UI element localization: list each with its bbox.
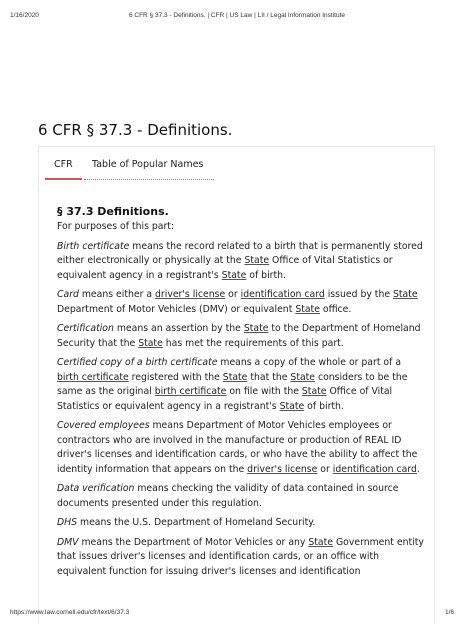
print-footer (10, 609, 464, 619)
term-link-identification-card[interactable]: identification card (240, 289, 325, 300)
term-link-state[interactable]: State (243, 323, 269, 334)
term-covered-employees: Covered employees (57, 420, 150, 431)
section-heading: § 37.3 Definitions. (57, 205, 169, 218)
term-link-state[interactable]: State (222, 371, 248, 383)
definition-text: considers to be the same as the original (57, 371, 408, 397)
term-link-birth-certificate[interactable]: birth certificate (57, 371, 129, 383)
definition-text: to the Department of Homeland Security that the (57, 323, 421, 349)
term-certified-copy: Certified copy of a birth certificate (57, 357, 218, 368)
active-tab-indicator (45, 178, 82, 180)
tab-cfr[interactable]: CFR (54, 159, 73, 170)
term-link-state[interactable]: State (393, 289, 418, 300)
term-link-state[interactable]: State (279, 400, 305, 412)
definition-birth-certificate (57, 240, 425, 284)
term-link-drivers-license[interactable]: driver's license (247, 463, 318, 475)
print-url: https://www.law.cornell.edu/cfr/text/6/37.3 (10, 609, 130, 616)
definition-text: office. (319, 303, 352, 315)
page-title: 6 CFR § 37.3 - Definitions. (38, 121, 233, 139)
definition-text: of birth. (246, 269, 286, 281)
term-birth-certificate: Birth certificate (57, 240, 130, 252)
tab-table-of-popular-names[interactable]: Table of Popular Names (92, 159, 204, 170)
definition-text: registered with the (128, 371, 223, 383)
definition-dhs (57, 516, 425, 531)
term-link-drivers-license[interactable]: driver's license (155, 289, 226, 300)
definition-text: issued by the (324, 289, 394, 300)
definition-text: means an assertion by the (113, 323, 244, 334)
term-link-state[interactable]: State (301, 386, 327, 397)
term-data-verification: Data verification (57, 483, 135, 494)
definition-text: on file with the (226, 386, 302, 397)
definition-text: means either a (78, 289, 156, 300)
tab-divider (84, 179, 214, 180)
definition-text: Government entity that issues driver's licenses and identification cards, or an office with equivalent function for issuing driver's licenses and identification (57, 536, 424, 577)
tab-bar (39, 147, 434, 180)
term-card: Card (57, 289, 79, 300)
term-dhs: DHS (57, 517, 78, 528)
term-link-state[interactable]: State (244, 255, 270, 266)
term-certification: Certification (57, 323, 114, 334)
definition-text: or (317, 463, 333, 475)
term-link-identification-card[interactable]: identification card (332, 463, 417, 475)
term-link-state[interactable]: State (290, 371, 316, 383)
section-intro: For purposes of this part: (57, 221, 175, 232)
definition-text: has met the requirements of this part. (162, 337, 344, 349)
definition-text: means the record related to a birth that is permanently stored either electronically or physically at the (57, 240, 423, 266)
definition-text: means a copy of the whole or part of a (217, 357, 402, 368)
content-panel (38, 146, 435, 624)
definition-certified-copy (57, 356, 425, 414)
term-link-birth-certificate[interactable]: birth certificate (154, 386, 227, 397)
definition-text: Department of Motor Vehicles (DMV) or equivalent (57, 303, 296, 315)
definition-text: means the Department of Motor Vehicles or any (78, 536, 309, 548)
print-page-number: 1/6 (444, 609, 454, 616)
print-date: 1/16/2020 (10, 12, 39, 19)
term-dmv: DMV (57, 536, 79, 548)
definition-text: Office of Vital Statistics or equivalent agency in a registrant's (57, 386, 393, 412)
definition-card (57, 288, 425, 317)
term-link-state[interactable]: State (295, 303, 320, 315)
definition-text: of birth. (304, 400, 344, 412)
definition-text: Office of Vital Statistics or equivalent agency in a registrant's (57, 255, 393, 281)
term-link-state[interactable]: State (221, 269, 247, 281)
definition-text: that the (247, 371, 291, 383)
definition-text: . (416, 463, 420, 475)
definition-text: means the U.S. Department of Homeland Security. (77, 517, 316, 528)
definition-text: means Department of Motor Vehicles employees or contractors who are involved in the manufacture or production of REAL ID driver's licenses and identification cards, or who have the ability to affect the identity information that appears on the (57, 420, 418, 475)
print-header (10, 12, 464, 24)
definition-covered-employees (57, 419, 425, 477)
definition-data-verification (57, 482, 425, 511)
definition-text: means checking the validity of data contained in source documents presented under this regulation. (57, 483, 399, 509)
regulation-text (57, 204, 425, 584)
term-link-state[interactable]: State (308, 536, 333, 548)
definition-certification (57, 322, 425, 351)
print-page-title: 6 CFR § 37.3 - Definitions. | CFR | US Law | LII / Legal Information Institute (128, 12, 346, 19)
term-link-state[interactable]: State (138, 337, 163, 349)
definition-text: or (225, 289, 241, 300)
definition-dmv (57, 536, 425, 580)
